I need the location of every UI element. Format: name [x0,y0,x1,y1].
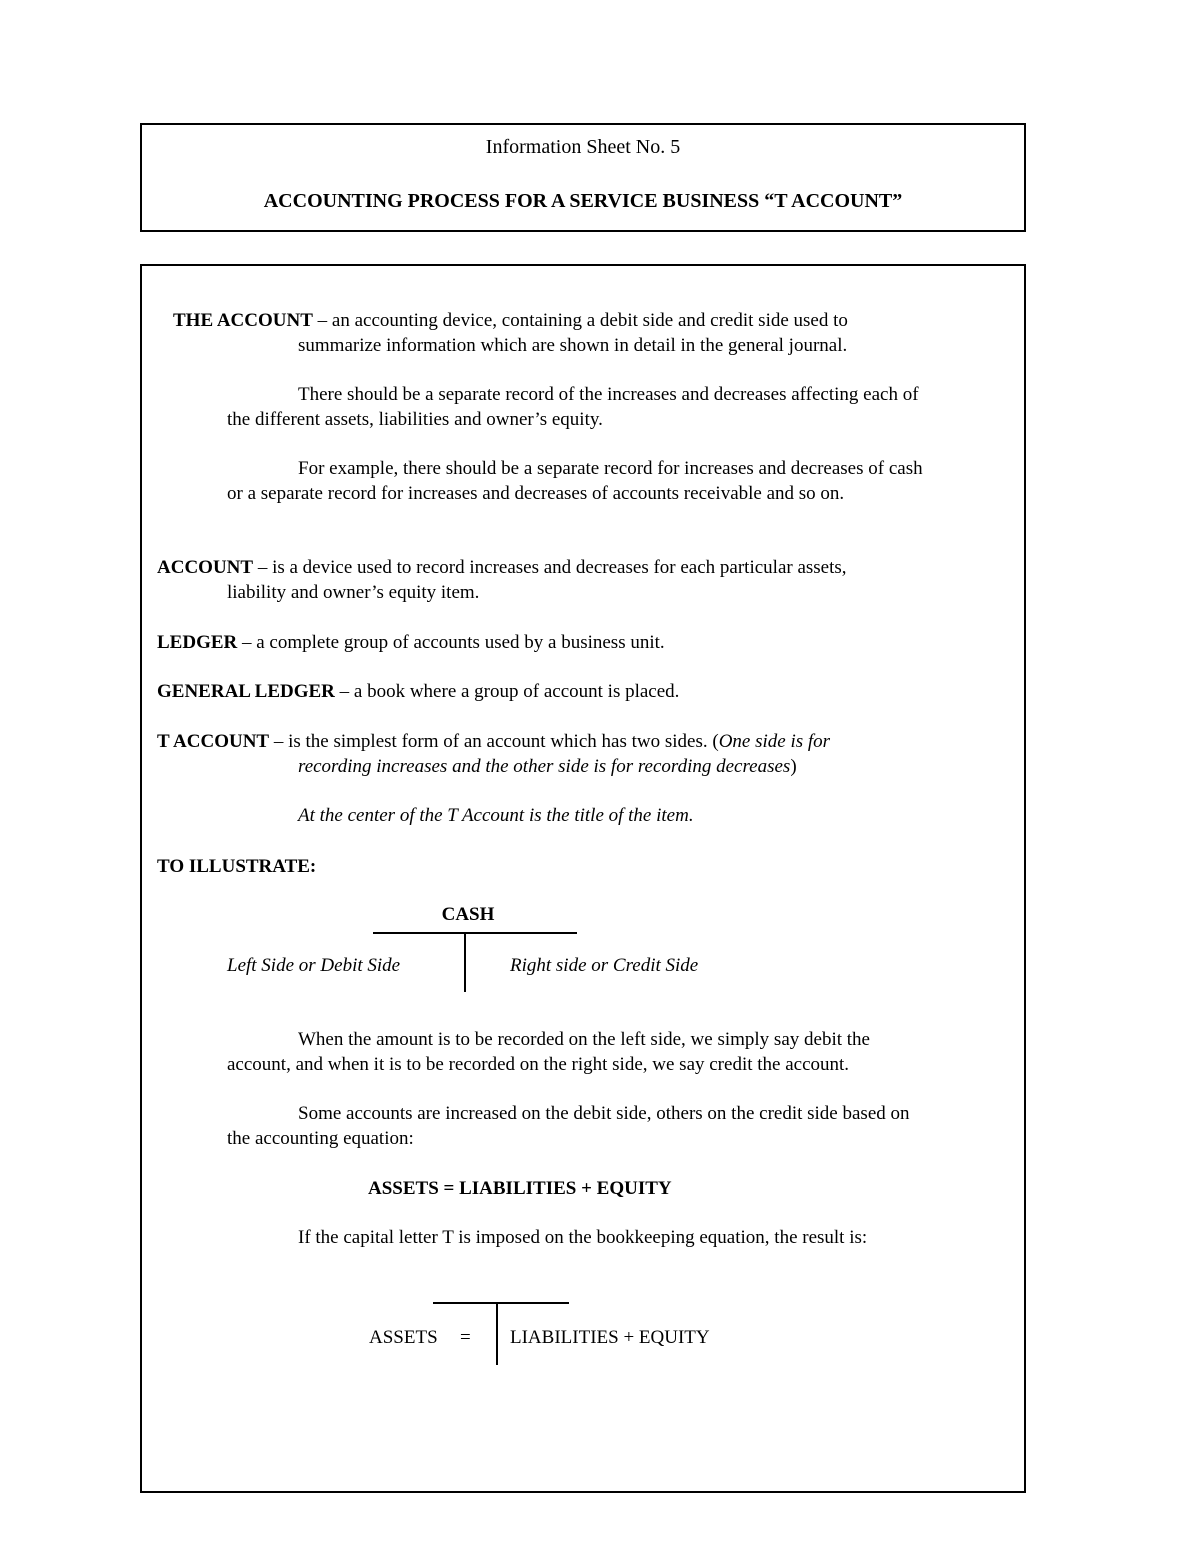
para-separate-line1: There should be a separate record of the increases and decreases affecting each of [298,384,919,405]
cash-t-left-label: Left Side or Debit Side [227,955,401,976]
cash-t-right-label: Right side or Credit Side [510,955,699,976]
t-account-term: T ACCOUNT [157,731,270,752]
t-account-def-line1-plain: – is the simplest form of an account which has two sides. ( [269,731,719,752]
para-amount-line2: account, and when it is to be recorded on the right side, we say credit the account. [227,1054,850,1075]
para-some-line1: Some accounts are increased on the debit side, others on the credit side based on [298,1103,910,1124]
para-separate-line2: the different assets, liabilities and owner’s equity. [227,409,603,430]
t-account-def-line2 [298,755,797,779]
ledger-def: – a complete group of accounts used by a business unit. [237,632,665,653]
t-account-definition [157,730,830,754]
cash-t-vertical-line [464,933,466,992]
accounting-equation: ASSETS = LIABILITIES + EQUITY [368,1178,672,1199]
t-account-def-line2-close: ) [790,756,797,777]
equation-t-left: ASSETS [369,1327,438,1348]
para-example-line2: or a separate record for increases and decreases of accounts receivable and so on. [227,483,845,504]
account-def-line2: liability and owner’s equity item. [227,582,480,603]
ledger-definition [157,631,665,655]
general-ledger-definition [157,680,679,704]
the-account-definition [173,309,848,333]
para-amount-line1: When the amount is to be recorded on the left side, we simply say debit the [298,1029,870,1050]
the-account-def-line2: summarize information which are shown in detail in the general journal. [298,335,848,356]
general-ledger-def: – a book where a group of account is placed. [334,681,680,702]
para-some-line2: the accounting equation: [227,1128,414,1149]
cash-t-horizontal-line [373,932,577,934]
sheet-label: Information Sheet No. 5 [485,136,681,158]
ledger-term: LEDGER [157,632,238,653]
equation-t-equals: = [460,1327,471,1348]
equation-t-horizontal-line [433,1302,569,1304]
para-capital-t: If the capital letter T is imposed on the bookkeeping equation, the result is: [298,1227,868,1248]
the-account-term: THE ACCOUNT [173,310,313,331]
para-example-line1: For example, there should be a separate record for increases and decreases of cash [298,458,923,479]
account-def-line1: – is a device used to record increases and decreases for each particular assets, [253,557,847,578]
t-account-def-line1-italic: One side is for [718,731,831,752]
general-ledger-term: GENERAL LEDGER [157,681,335,702]
account-term: ACCOUNT [157,557,254,578]
t-account-def-line2-italic: recording increases and the other side is for recording decreases [298,756,791,777]
equation-t-vertical-line [496,1303,498,1365]
t-account-center-note: At the center of the T Account is the title of the item. [298,805,694,826]
cash-t-title: CASH [441,904,495,925]
the-account-def-line1: – an accounting device, containing a debit side and credit side used to [312,310,848,331]
account-definition [157,556,847,580]
equation-t-right: LIABILITIES + EQUITY [510,1327,710,1348]
sheet-title: ACCOUNTING PROCESS FOR A SERVICE BUSINESS “T ACCOUNT” [263,190,903,212]
illustrate-heading: TO ILLUSTRATE: [157,856,317,877]
